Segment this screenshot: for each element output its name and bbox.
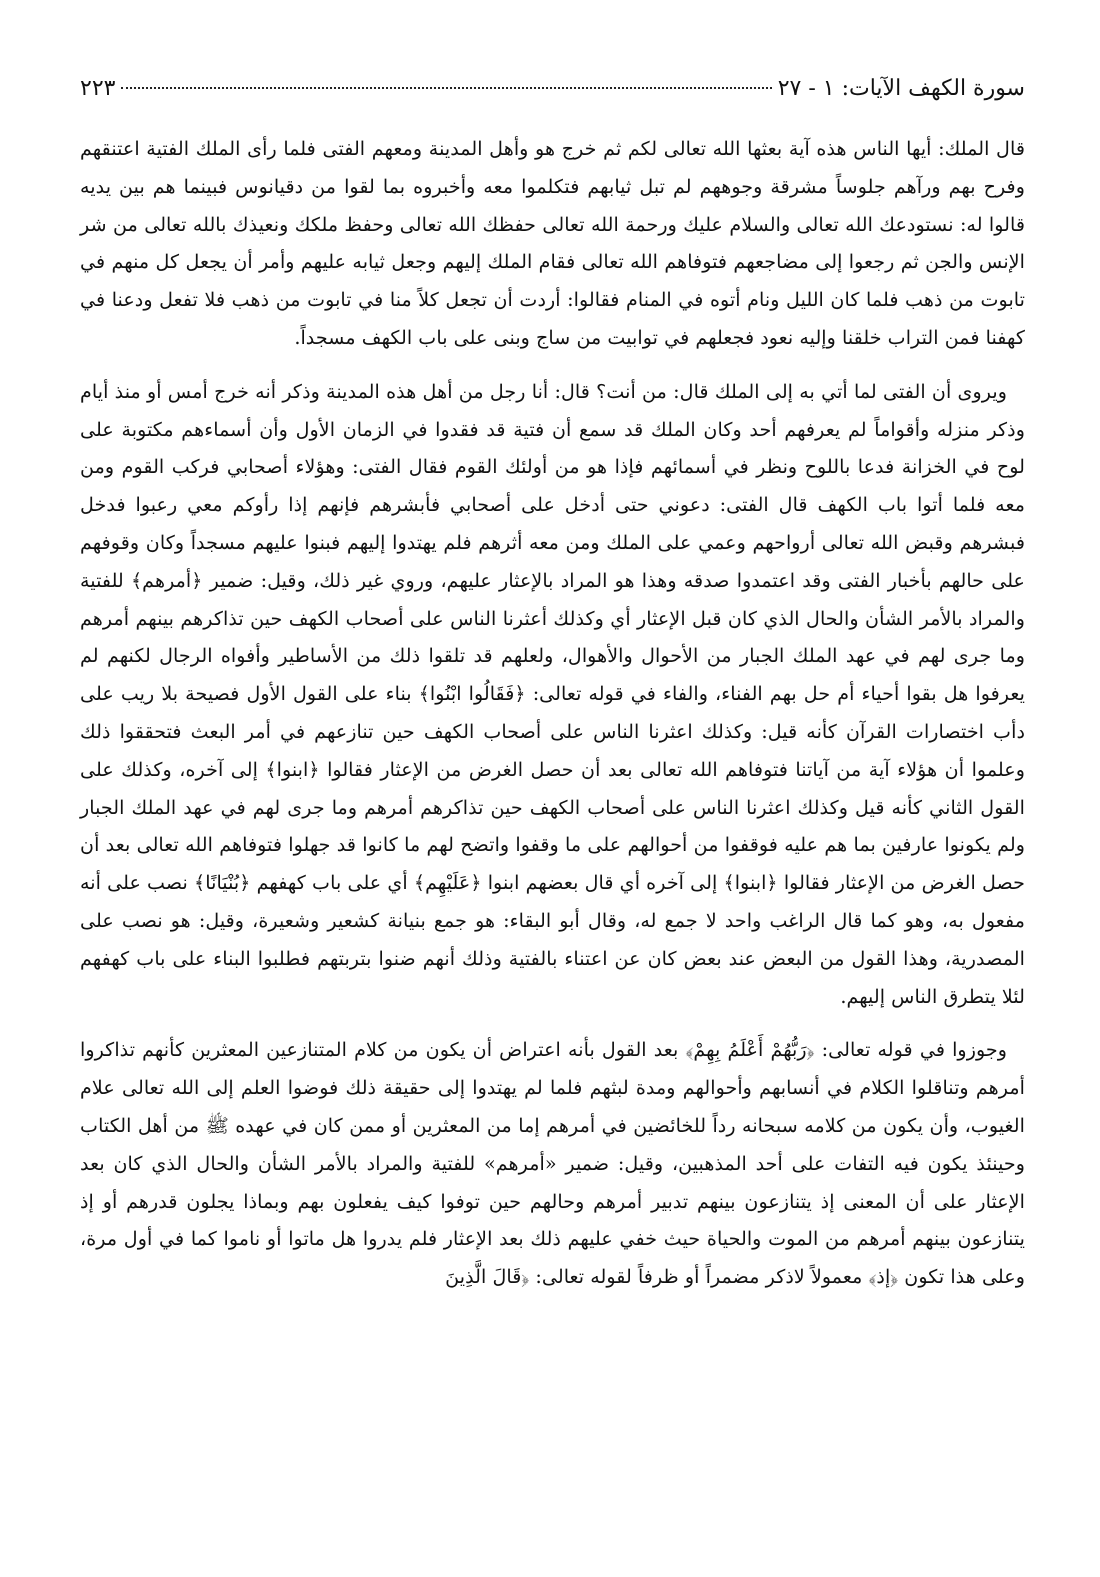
paragraph-3: وجوزوا في قوله تعالى: ﴿رَبُّهُمْ أَعْلَمُ بِهِمْ﴾ بعد القول بأنه اعتراض أن يكون من كلام المتنازعين المعثرين كأنهم تذاكروا أمرهم وتناقلوا الكلام في أنسابهم وأحوالهم ومدة لبثهم فلما لم يهتدوا إلى حقيقة ذلك فوضوا العلم إلى الله تعالى علام الغيوب، وأن يكون من كلامه سبحانه رداً للخائضين في أمرهم إما من المعثرين أو ممن كان في عهده ﷺ من أهل الكتاب وحينئذ يكون فيه التفات على أحد المذهبين، وقيل: ضمير «أمرهم» للفتية والمراد بالأمر الشأن والحال الذي كان بعد الإعثار على أن المعنى إذ يتنازعون بينهم تدبير أمرهم وحالهم حين توفوا كيف يفعلون بهم وبماذا يجلون قدرهم أو إذ يتنازعون بينهم أمرهم من الموت والحياة حيث خفي عليهم ذلك بعد الإعثار فلم يدروا هل ماتوا أو ناموا كما في أول مرة، وعلى هذا تكون ﴿إذ﴾ معمولاً لاذكر مضمراً أو ظرفاً لقوله تعالى: ﴿قَالَ الَّذِينَ: [80, 1038, 1025, 1289]
page-number: ٢٢٣: [80, 76, 116, 101]
paragraph-1: قال الملك: أيها الناس هذه آية بعثها الله تعالى لكم ثم خرج هو وأهل المدينة ومعهم الفتى فلما رأى الملك الفتية اعتنقهم وفرح بهم ورآهم جلوساً مشرقة وجوههم لم تبل ثيابهم فتكلموا معه وأخبروه بما لقوا من دقيانوس فبينما هم بين يديه قالوا له: نستودعك الله تعالى والسلام عليك ورحمة الله تعالى حفظك الله تعالى وحفظ ملكك ونعيذك بالله تعالى من شر الإنس والجن ثم رجعوا إلى مضاجعهم فتوفاهم الله تعالى فقام الملك إليهم وجعل ثيابه عليهم وأمر أن يجعل كل منهم في تابوت من ذهب فلما كان الليل ونام أتوه في المنام فقالوا: أردت أن تجعل كلاً منا في تابوت من ذهب فلا تفعل ودعنا في كهفنا فمن التراب خلقنا وإليه نعود فجعلهم في توابيت من ساج وبنى على باب الكهف مسجداً.: [80, 137, 1025, 349]
leader-dots: [121, 87, 771, 89]
surah-heading: سورة الكهف الآيات: ١ - ٢٧: [777, 76, 1025, 101]
paragraph-2: ويروى أن الفتى لما أتي به إلى الملك قال: من أنت؟ قال: أنا رجل من أهل هذه المدينة وذكر أنه خرج أمس أو منذ أيام وذكر منزله وأقواماً لم يعرفهم أحد وكان الملك قد سمع أن فتية قد فقدوا في الزمان الأول وأن أسماءهم مكتوبة على لوح في الخزانة فدعا باللوح ونظر في أسمائهم فإذا هو من أولئك القوم فقال الفتى: وهؤلاء أصحابي فركب القوم ومن معه فلما أتوا باب الكهف قال الفتى: دعوني حتى أدخل على أصحابي فأبشرهم فإنهم إذا رأوكم معي رعبوا فدخل فبشرهم وقبض الله تعالى أرواحهم وعمي على الملك ومن معه أثرهم فلم يهتدوا إليهم فبنوا عليهم مسجداً وكان وقوفهم على حالهم بأخبار الفتى وقد اعتمدوا صدقه وهذا هو المراد بالإعثار عليهم، وروي غير ذلك، وقيل: ضمير ﴿أمرهم﴾ للفتية والمراد بالأمر الشأن والحال الذي كان قبل الإعثار أي وكذلك أعثرنا الناس على أصحاب الكهف حين تذاكرهم بينهم أمرهم وما جرى لهم في عهد الملك الجبار من الأحوال والأهوال، ولعلهم قد تلقوا ذلك من الأساطير وأفواه الرجال لكنهم لم يعرفوا هل بقوا أحياء أم حل بهم الفناء، والفاء في قوله تعالى: ﴿فَقَالُوا ابْنُوا﴾ بناء على القول الأول فصيحة بلا ريب على دأب اختصارات القرآن كأنه قيل: وكذلك اعثرنا الناس على أصحاب الكهف حين تنازعهم في أمر البعث فتحققوا ذلك وعلموا أن هؤلاء آية من آياتنا فتوفاهم الله تعالى بعد أن حصل الغرض من الإعثار فقالوا ﴿ابنوا﴾ إلى آخره، وكذلك على القول الثاني كأنه قيل وكذلك اعثرنا الناس على أصحاب الكهف حين تذاكرهم أمرهم وما جرى لهم في عهد الملك الجبار ولم يكونوا عارفين بما هم عليه فوقفوا من أحوالهم على ما وقفوا واتضح لهم ما كانوا قد جهلوا فتوفاهم الله تعالى بعد أن حصل الغرض من الإعثار فقالوا ﴿ابنوا﴾ إلى آخره أي قال بعضهم ابنوا ﴿عَلَيْهِم﴾ أي على باب كهفهم ﴿بُنْيَانًا﴾ نصب على أنه مفعول به، وهو كما قال الراغب واحد لا جمع له، وقال أبو البقاء: هو جمع بنيانة كشعير وشعيرة، وقيل: هو نصب على المصدرية، وهذا القول من البعض عند بعض كان عن اعتناء بالفتية وذلك أنهم ضنوا بتربتهم فطلبوا البناء على باب كهفهم لئلا يتطرق الناس إليهم.: [80, 379, 1025, 1008]
running-header: [80, 76, 1025, 116]
